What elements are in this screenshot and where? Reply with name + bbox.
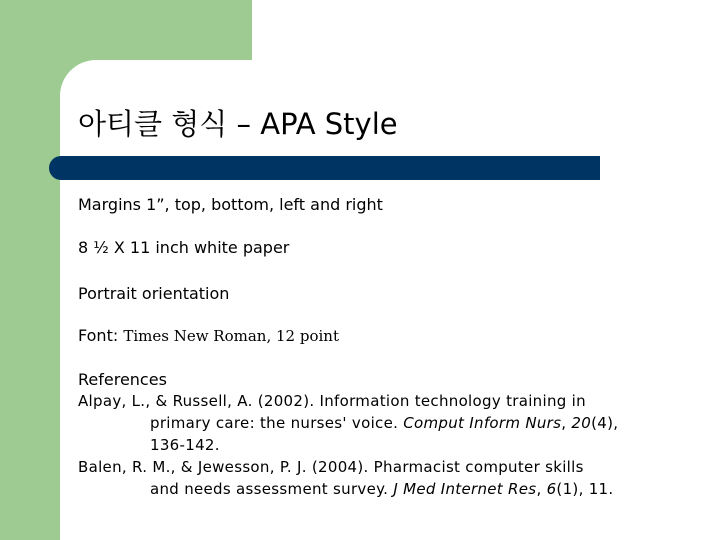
slide-title: 아티클 형식 – APA Style xyxy=(78,107,398,141)
ref2-issue: (1), 11. xyxy=(556,480,614,498)
green-left-strip xyxy=(0,0,60,540)
bullet-margins: Margins 1”, top, bottom, left and right xyxy=(78,195,383,214)
bullet-orientation: Portrait orientation xyxy=(78,284,230,303)
ref1-sep: , xyxy=(561,414,572,432)
font-label: Font: xyxy=(78,326,119,345)
reference-1-line-3: 136-142. xyxy=(150,436,220,454)
ref1-journal: Comput Inform Nurs xyxy=(403,414,562,432)
ref2-sep: , xyxy=(536,480,547,498)
reference-1-line-1: Alpay, L., & Russell, A. (2002). Information technology training in xyxy=(78,392,586,410)
ref1-text: primary care: the nurses' voice. xyxy=(150,414,404,432)
ref1-volume: 20 xyxy=(571,414,592,432)
ref1-issue: (4), xyxy=(591,414,619,432)
ref2-journal: J Med Internet Res xyxy=(393,480,537,498)
ref2-text: and needs assessment survey. xyxy=(150,480,394,498)
font-value: Times New Roman, 12 point xyxy=(123,327,339,345)
reference-2-line-2 xyxy=(150,478,613,500)
ref2-volume: 6 xyxy=(546,480,557,498)
reference-1-line-2 xyxy=(150,412,618,434)
bullet-font xyxy=(78,326,339,346)
references-heading: References xyxy=(78,370,167,389)
bullet-paper: 8 ½ X 11 inch white paper xyxy=(78,238,290,257)
title-underline-bar xyxy=(49,156,600,180)
reference-2-line-1: Balen, R. M., & Jewesson, P. J. (2004). Pharmacist computer skills xyxy=(78,458,584,476)
